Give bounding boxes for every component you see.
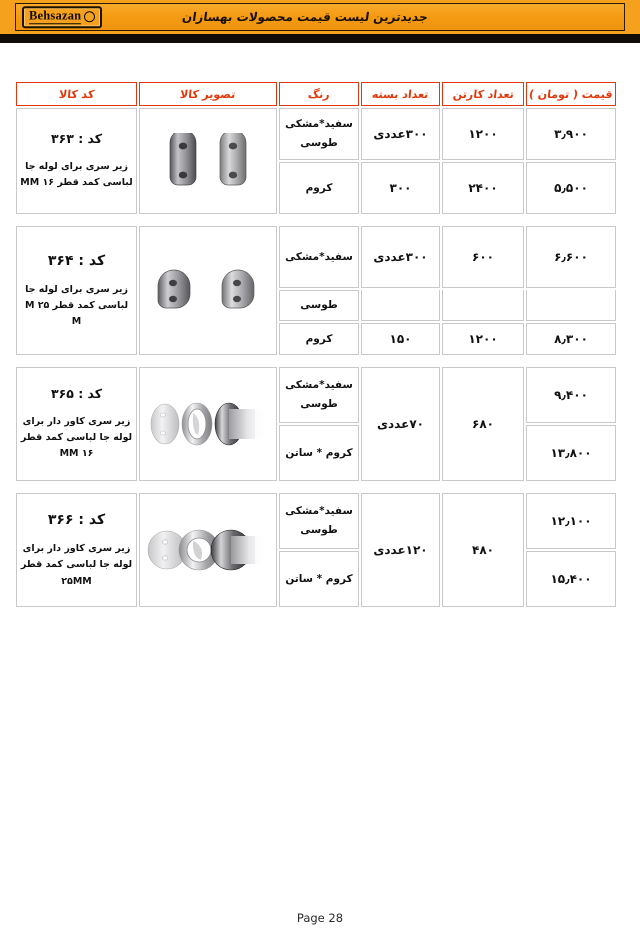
cell-price: ۱۵٫۴۰۰ xyxy=(526,551,616,607)
cell-color: کروم * ساتن xyxy=(279,425,359,481)
column-header-color: رنگ xyxy=(279,82,359,106)
cell-price: ۸٫۳۰۰ xyxy=(526,323,616,355)
cell-package: ۳۰۰عددی xyxy=(361,226,440,288)
cell-product-code xyxy=(16,226,137,355)
product-code-label: کد : ۳۶۶ xyxy=(47,512,106,529)
color-secondary: طوسی xyxy=(300,398,338,410)
cell-price: ۱۲٫۱۰۰ xyxy=(526,493,616,549)
column-header-code: کد کالا xyxy=(16,82,137,106)
cell-color: کروم xyxy=(279,323,359,355)
cell-package: ۳۰۰عددی xyxy=(361,108,440,160)
product-description: زیر سری برای لوله جا لباسی کمد قطر ۱۶ MM xyxy=(20,161,133,189)
cell-color: طوسی xyxy=(279,290,359,321)
covered-round-flange-with-tube-icon xyxy=(143,522,273,578)
cell-product-code xyxy=(16,367,137,481)
cell-product-image xyxy=(139,367,277,481)
product-description: زیر سری برای لوله جا لباسی کمد قطر ۲۵ M M xyxy=(24,283,129,328)
banner-inner xyxy=(15,3,625,31)
column-header-price: قیمت ( تومان ) xyxy=(526,82,616,106)
cell-product-image xyxy=(139,493,277,607)
covered-oval-flange-with-tube-icon xyxy=(143,396,273,452)
cell-product-image xyxy=(139,108,277,214)
cell-package-merged: ۱۲۰عددی xyxy=(361,493,440,607)
product-code-label: کد : ۳۶۵ xyxy=(50,386,103,402)
table-row xyxy=(16,226,616,288)
banner-black-divider xyxy=(0,34,640,43)
product-code-label: کد : ۳۶۳ xyxy=(50,131,103,147)
flange-bracket-pair-icon xyxy=(143,133,273,189)
table-header-row xyxy=(16,82,616,106)
table-row xyxy=(16,493,616,549)
cell-package: ۱۵۰ xyxy=(361,323,440,355)
cell-carton-merged: ۶۸۰ xyxy=(442,367,524,481)
row-spacer xyxy=(16,483,616,491)
cell-price: ۵٫۵۰۰ xyxy=(526,162,616,214)
row-spacer xyxy=(16,216,616,224)
cell-price: ۱۳٫۸۰۰ xyxy=(526,425,616,481)
oval-flange-bracket-pair-icon xyxy=(143,266,273,316)
cell-price: ۳٫۹۰۰ xyxy=(526,108,616,160)
cell-color xyxy=(279,108,359,160)
brand-logo-text: Behsazan xyxy=(29,8,82,23)
cell-package: ۳۰۰ xyxy=(361,162,440,214)
cell-color: کروم xyxy=(279,162,359,214)
cell-carton: ۱۲۰۰ xyxy=(442,108,524,160)
price-table xyxy=(14,80,618,609)
column-header-image: تصویر کالا xyxy=(139,82,277,106)
product-description: زیر سری کاور دار برای لوله جا لباسی کمد قطر ۲۵MM xyxy=(20,543,133,587)
table-row xyxy=(16,108,616,160)
cell-price: ۶٫۶۰۰ xyxy=(526,226,616,288)
cell-package-continuation xyxy=(361,290,440,321)
cell-carton-continuation xyxy=(442,290,524,321)
table-row xyxy=(16,367,616,423)
cell-product-image xyxy=(139,226,277,355)
row-spacer xyxy=(16,357,616,365)
cell-product-code xyxy=(16,108,137,214)
color-primary: سفید*مشکی xyxy=(285,379,353,392)
product-description: زیر سری کاور دار برای لوله جا لباسی کمد قطر ۱۶ MM xyxy=(20,416,133,460)
cell-carton: ۶۰۰ xyxy=(442,226,524,288)
cell-product-code xyxy=(16,493,137,607)
color-secondary: طوسی xyxy=(300,137,338,149)
column-header-carton: تعداد کارتن xyxy=(442,82,524,106)
column-header-package: تعداد بسته xyxy=(361,82,440,106)
cell-carton: ۱۲۰۰ xyxy=(442,323,524,355)
color-primary: سفید*مشکی xyxy=(285,118,353,131)
color-secondary: طوسی xyxy=(300,524,338,536)
cell-price-continuation xyxy=(526,290,616,321)
cell-price: ۹٫۴۰۰ xyxy=(526,367,616,423)
cell-carton: ۲۴۰۰ xyxy=(442,162,524,214)
cell-color: سفید*مشکی xyxy=(279,226,359,288)
product-code-label: کد : ۳۶۴ xyxy=(47,252,106,269)
cell-carton-merged: ۴۸۰ xyxy=(442,493,524,607)
banner-title: جدیدترین لیست قیمت محصولات بهسازان xyxy=(181,10,429,24)
price-table-container xyxy=(14,80,614,609)
cell-color xyxy=(279,493,359,549)
page-header-banner xyxy=(0,0,640,34)
color-primary: سفید*مشکی xyxy=(285,505,353,518)
cell-package-merged: ۷۰عددی xyxy=(361,367,440,481)
cell-color xyxy=(279,367,359,423)
page-footer: Page 28 xyxy=(296,911,344,925)
cell-color: کروم * ساتن xyxy=(279,551,359,607)
